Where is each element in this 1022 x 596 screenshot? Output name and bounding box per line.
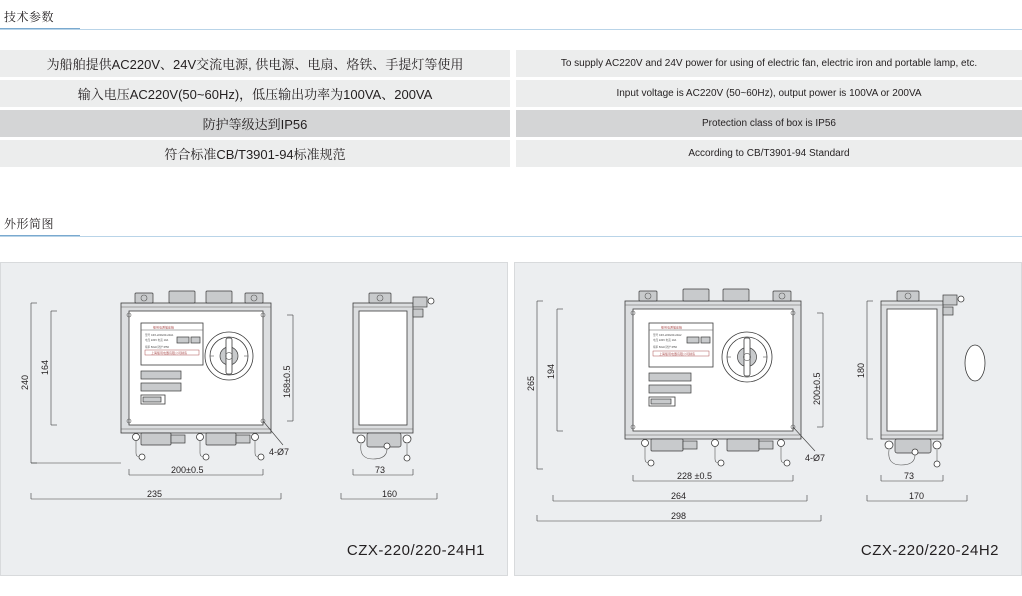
table-row — [0, 140, 1022, 167]
spec-cell-cn: 符合标准CB/T3901-94标准规范 — [0, 140, 510, 167]
drawing-panel-h1 — [0, 262, 508, 576]
spec-table — [0, 50, 1022, 170]
dim-height-outer-h2: 265 — [526, 375, 536, 391]
section-rule-specs — [0, 29, 1022, 30]
svg-text:电压 220V 电流 10A: 电压 220V 电流 10A — [145, 339, 169, 342]
dim-hole-note-h1: 4-Ø7 — [269, 447, 290, 457]
dim-depth-small-h1: 73 — [375, 465, 386, 475]
svg-text:船用电源插座箱: 船用电源插座箱 — [153, 325, 175, 330]
spec-cell-cn: 为船舶提供AC220V、24V交流电源, 供电源、电扇、烙铁、手提灯等使用 — [0, 50, 510, 77]
dim-mount-v-h2: 200±0.5 — [812, 372, 822, 405]
dim-depth-small-h2: 73 — [904, 471, 915, 481]
svg-text:上海船用电器有限公司制造: 上海船用电器有限公司制造 — [151, 351, 188, 355]
drawings-area — [0, 262, 1022, 576]
spec-cell-en: Input voltage is AC220V (50~60Hz), output power is 100VA or 200VA — [516, 80, 1022, 107]
drawing-h1 — [1, 263, 507, 533]
model-label-h1: CZX-220/220-24H1 — [346, 542, 485, 559]
spec-cell-en: To supply AC220V and 24V power for using of electric fan, electric iron and portable lamp, etc. — [516, 50, 1022, 77]
svg-text:频率 50Hz 防护 IP56: 频率 50Hz 防护 IP56 — [653, 346, 677, 349]
spec-cell-cn: 防护等级达到IP56 — [0, 110, 510, 137]
dim-depth-outer-h2: 170 — [909, 491, 925, 501]
table-row — [0, 50, 1022, 77]
table-row — [0, 110, 1022, 137]
dim-depth-outer-h1: 160 — [382, 489, 398, 499]
drawing-panel-h2 — [514, 262, 1022, 576]
dim-width-mid-h2: 264 — [671, 491, 687, 501]
dim-hole-note-h2: 4-Ø7 — [805, 453, 826, 463]
section-title-outline: 外形简图 — [4, 217, 55, 231]
spec-cell-en: Protection class of box is IP56 — [516, 110, 1022, 137]
dim-mount-v-h1: 168±0.5 — [282, 365, 292, 398]
dim-width-outer-h2: 298 — [671, 511, 687, 521]
dim-height-inner-h1: 164 — [40, 359, 50, 375]
dim-mount-h-h1: 200±0.5 — [171, 465, 204, 475]
svg-text:型号 CZX-220/220-24H1: 型号 CZX-220/220-24H1 — [145, 334, 174, 337]
drawing-h2 — [515, 263, 1021, 533]
dim-width-outer-h1: 235 — [147, 489, 163, 499]
spec-cell-en: According to CB/T3901-94 Standard — [516, 140, 1022, 167]
model-label-h2: CZX-220/220-24H2 — [860, 542, 999, 559]
svg-text:型号 CZX-220/220-24H2: 型号 CZX-220/220-24H2 — [653, 334, 682, 337]
table-row — [0, 80, 1022, 107]
dim-depth-v-h2: 180 — [856, 362, 866, 378]
svg-text:船用电源插座箱: 船用电源插座箱 — [661, 325, 683, 330]
dim-height-outer-h1: 240 — [20, 374, 30, 390]
dim-height-inner-h2: 194 — [546, 363, 556, 379]
svg-text:频率 50Hz 防护 IP56: 频率 50Hz 防护 IP56 — [145, 346, 169, 349]
svg-text:上海船用电器有限公司制造: 上海船用电器有限公司制造 — [659, 352, 696, 356]
spec-cell-cn: 输入电压AC220V(50~60Hz)，低压输出功率为100VA、200VA — [0, 80, 510, 107]
dim-mount-h-h2: 228 ±0.5 — [677, 471, 712, 481]
section-title-specs: 技术参数 — [4, 10, 55, 24]
svg-text:电压 220V 电流 10A: 电压 220V 电流 10A — [653, 339, 677, 342]
section-rule-outline — [0, 236, 1022, 237]
